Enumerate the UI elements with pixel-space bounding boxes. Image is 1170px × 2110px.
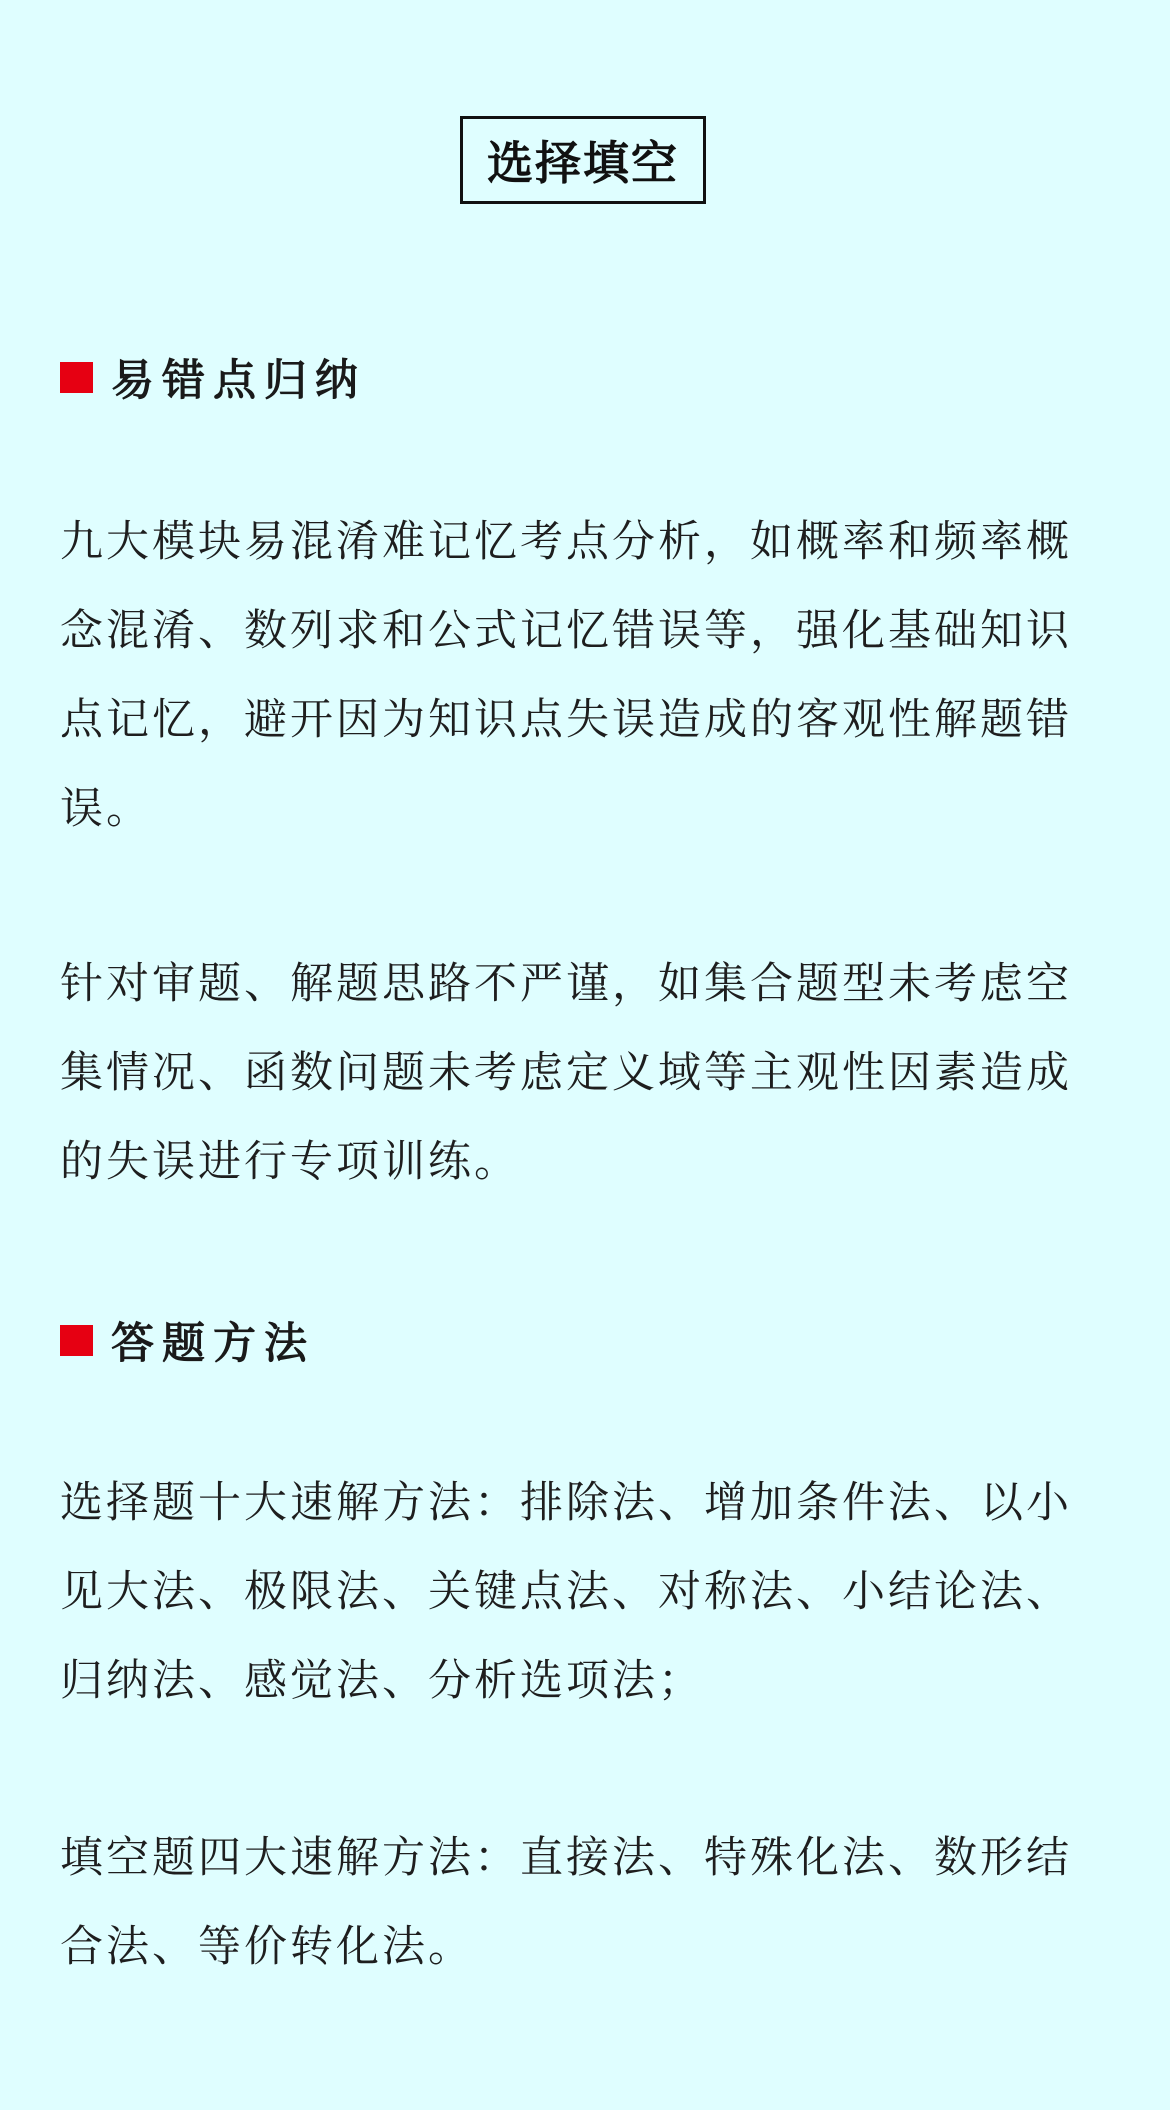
red-square-marker-icon	[60, 362, 93, 393]
paragraph-choice-methods: 选择题十大速解方法：排除法、增加条件法、以小见大法、极限法、关键点法、对称法、小结论法、归纳法、感觉法、分析选项法；	[60, 1478, 1072, 1706]
page-title: 选择填空	[460, 116, 706, 204]
paragraph-fill-methods: 填空题四大速解方法：直接法、特殊化法、数形结合法、等价转化法。	[60, 1833, 1072, 1972]
paragraph-error-reasoning: 针对审题、解题思路不严谨，如集合题型未考虑空集情况、函数问题未考虑定义域等主观性因素造成的失误进行专项训练。	[60, 959, 1072, 1187]
section-heading-label: 易错点归纳	[111, 356, 366, 406]
red-square-marker-icon	[60, 1325, 93, 1356]
paragraph-error-concepts: 九大模块易混淆难记忆考点分析，如概率和频率概念混淆、数列求和公式记忆错误等，强化基础知识点记忆，避开因为知识点失误造成的客观性解题错误。	[60, 517, 1072, 834]
section-heading-methods	[60, 1310, 315, 1371]
section-heading-label: 答题方法	[111, 1319, 315, 1369]
section-heading-errors	[60, 347, 366, 408]
